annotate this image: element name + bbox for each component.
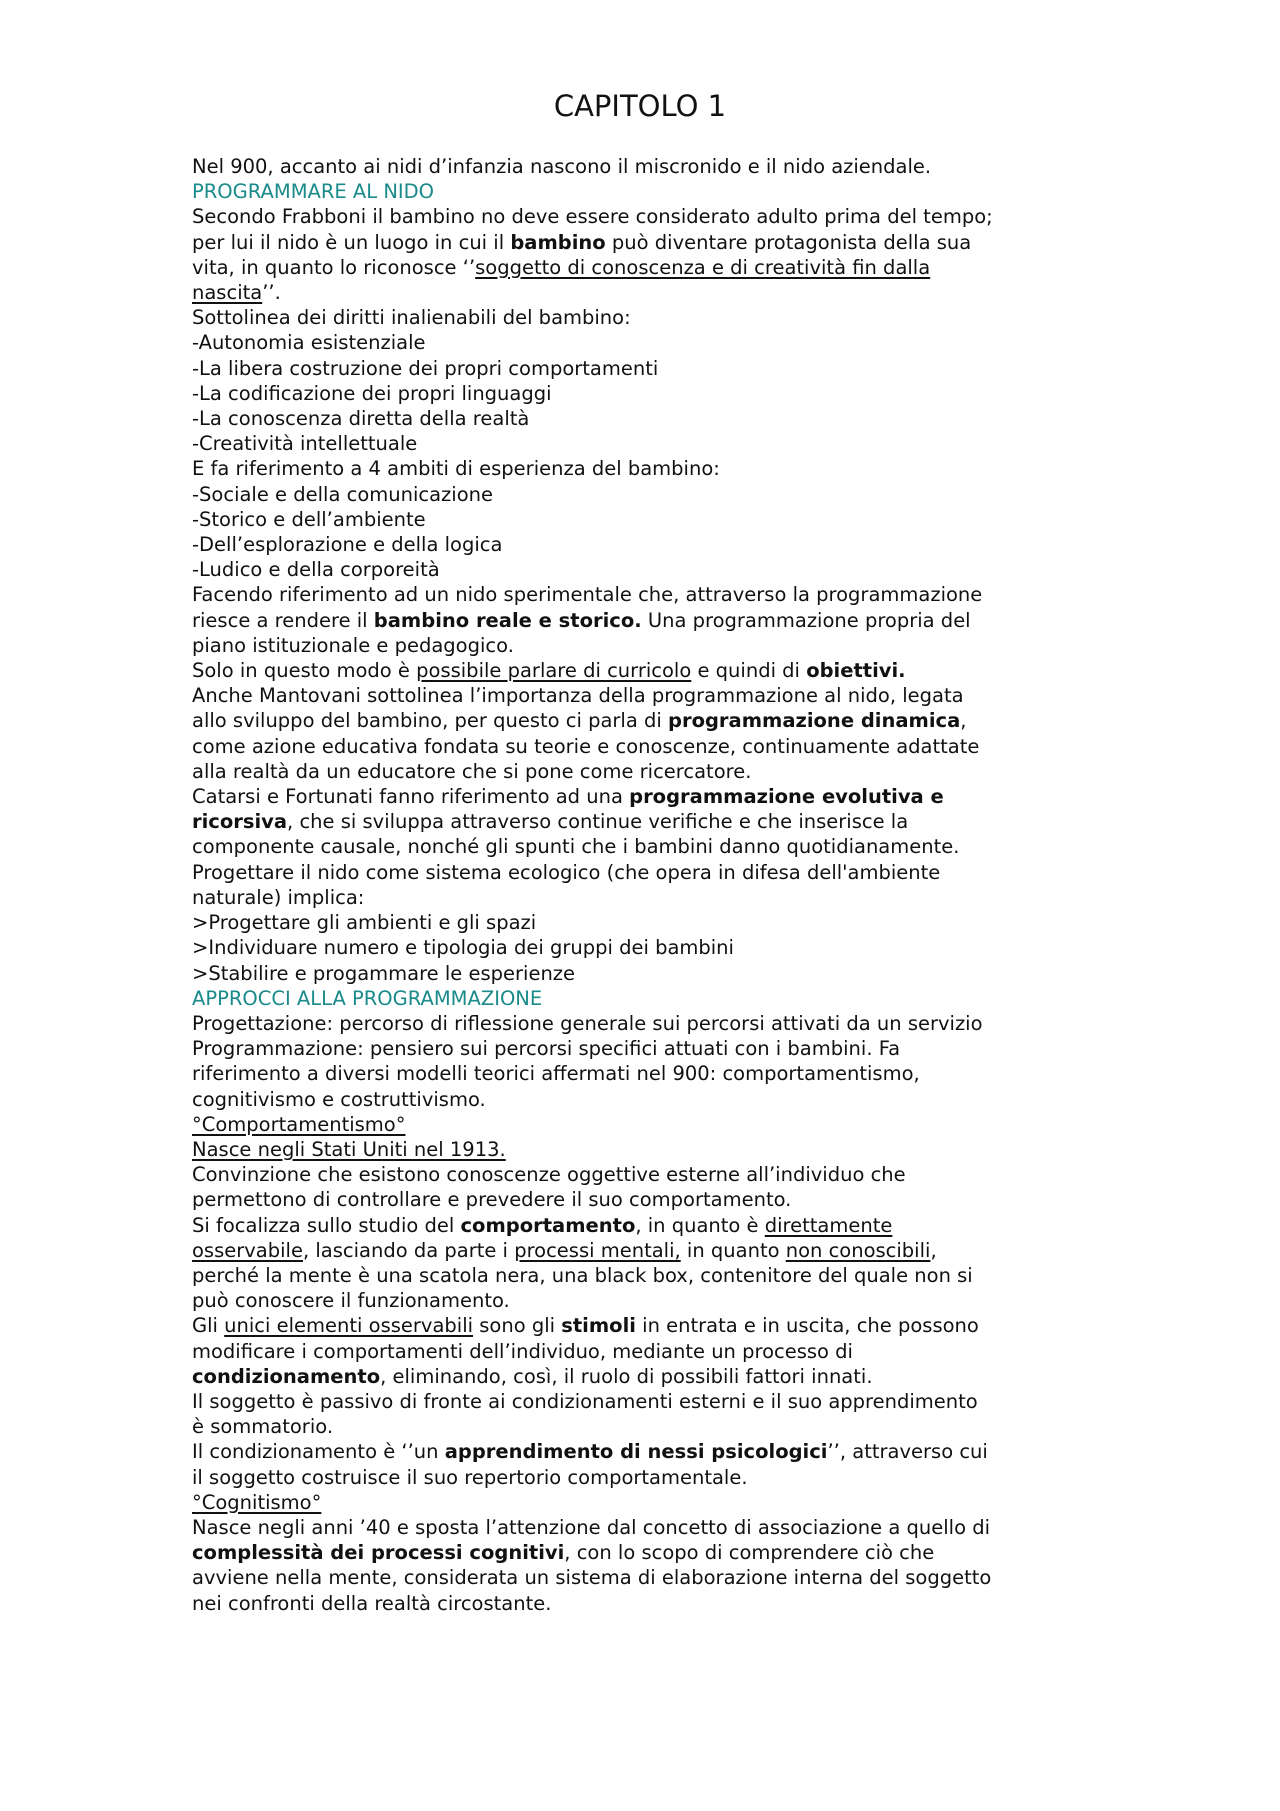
paragraph-line xyxy=(192,1162,1092,1187)
text-run: Il soggetto è passivo di fronte ai condizionamenti esterni e il suo apprendimento xyxy=(192,1389,978,1413)
text-run: , con lo scopo di comprendere ciò che xyxy=(564,1541,935,1565)
paragraph-line xyxy=(192,1439,1092,1464)
paragraph-line xyxy=(192,860,1092,885)
text-run: E fa riferimento a 4 ambiti di esperienza del bambino: xyxy=(192,457,720,481)
bold-text: apprendimento di nessi psicologici xyxy=(444,1440,828,1464)
bold-text: complessità dei processi cognitivi xyxy=(192,1541,565,1565)
paragraph-line xyxy=(192,759,1092,784)
underlined-text: processi mentali, xyxy=(514,1238,681,1262)
text-run: , eliminando, così, il ruolo di possibili fattori innati. xyxy=(380,1364,873,1388)
underlined-text: soggetto di conoscenza e di creatività fin dalla xyxy=(475,255,931,279)
text-run: componente causale, nonché gli spunti che i bambini danno quotidianamente. xyxy=(192,835,960,859)
paragraph-line xyxy=(192,734,1092,759)
list-item xyxy=(192,406,1092,431)
paragraph-line xyxy=(192,1061,1092,1086)
paragraph-line xyxy=(192,1591,1092,1616)
paragraph-line xyxy=(192,1414,1092,1439)
paragraph-line xyxy=(192,1238,1092,1263)
paragraph-line xyxy=(192,255,1092,280)
text-run: -Storico e dell’ambiente xyxy=(192,507,426,531)
bold-text: bambino xyxy=(510,230,606,254)
text-run: -Creatività intellettuale xyxy=(192,432,418,456)
text-run: nei confronti della realtà circostante. xyxy=(192,1591,552,1615)
paragraph-line xyxy=(192,834,1092,859)
text-run: vita, in quanto lo riconosce ‘’ xyxy=(192,255,476,279)
text-run: -Ludico e della corporeità xyxy=(192,558,440,582)
paragraph-line xyxy=(192,1187,1092,1212)
text-run: allo sviluppo del bambino, per questo ci parla di xyxy=(192,709,668,733)
text-run: , in quanto è xyxy=(635,1213,765,1237)
text-run: e quindi di xyxy=(691,659,807,683)
document-body xyxy=(192,154,1092,1616)
list-item xyxy=(192,431,1092,456)
text-run: -Dell’esplorazione e della logica xyxy=(192,533,503,557)
heading-text: PROGRAMMARE AL NIDO xyxy=(192,180,435,204)
text-run: Il condizionamento è ‘’un xyxy=(192,1440,445,1464)
text-run: ’’. xyxy=(262,281,281,305)
underlined-text: °Cognitismo° xyxy=(192,1490,322,1514)
text-run: in entrata e in uscita, che possono xyxy=(635,1314,979,1338)
underlined-text: possibile parlare di curricolo xyxy=(416,659,692,683)
text-run: Nasce negli anni ’40 e sposta l’attenzione dal concetto di associazione a quello di xyxy=(192,1515,990,1539)
paragraph-line xyxy=(192,1137,1092,1162)
paragraph-line xyxy=(192,1313,1092,1338)
bold-text: condizionamento xyxy=(192,1364,381,1388)
text-run: per lui il nido è un luogo in cui il xyxy=(192,230,511,254)
paragraph-line xyxy=(192,1011,1092,1036)
paragraph-line xyxy=(192,456,1092,481)
list-item xyxy=(192,532,1092,557)
text-run: piano istituzionale e pedagogico. xyxy=(192,633,514,657)
paragraph-line xyxy=(192,885,1092,910)
paragraph-line xyxy=(192,204,1092,229)
paragraph-line xyxy=(192,1465,1092,1490)
text-run: Convinzione che esistono conoscenze oggettive esterne all’individuo che xyxy=(192,1163,906,1187)
underlined-text: non conoscibili xyxy=(785,1238,931,1262)
paragraph-line xyxy=(192,708,1092,733)
text-run: può diventare protagonista della sua xyxy=(605,230,972,254)
text-run: cognitivismo e costruttivismo. xyxy=(192,1087,486,1111)
text-run: naturale) implica: xyxy=(192,885,365,909)
paragraph-line xyxy=(192,1087,1092,1112)
list-item xyxy=(192,935,1092,960)
text-run: >Individuare numero e tipologia dei gruppi dei bambini xyxy=(192,936,734,960)
paragraph-line xyxy=(192,1213,1092,1238)
text-run: Solo in questo modo è xyxy=(192,659,417,683)
text-run: Sottolinea dei diritti inalienabili del bambino: xyxy=(192,306,631,330)
section-heading xyxy=(192,179,1092,204)
paragraph-line xyxy=(192,1036,1092,1061)
paragraph-line xyxy=(192,784,1092,809)
list-item xyxy=(192,356,1092,381)
list-item xyxy=(192,482,1092,507)
paragraph-line xyxy=(192,154,1092,179)
underlined-text: Nasce negli Stati Uniti nel 1913. xyxy=(192,1137,506,1161)
bold-text: bambino reale e storico. xyxy=(373,608,642,632)
paragraph-line xyxy=(192,280,1092,305)
underlined-text: unici elementi osservabili xyxy=(224,1314,474,1338)
bold-text: stimoli xyxy=(561,1314,636,1338)
paragraph-line xyxy=(192,1288,1092,1313)
bold-text: comportamento xyxy=(460,1213,636,1237)
paragraph-line xyxy=(192,633,1092,658)
text-run: , lasciando da parte i xyxy=(302,1238,515,1262)
text-run: come azione educativa fondata su teorie e conoscenze, continuamente adattate xyxy=(192,734,980,758)
bold-text: programmazione evolutiva e xyxy=(629,785,944,809)
text-run: Facendo riferimento ad un nido sperimentale che, attraverso la programmazione xyxy=(192,583,983,607)
text-run: modificare i comportamenti dell’individuo, mediante un processo di xyxy=(192,1339,853,1363)
text-run: il soggetto costruisce il suo repertorio comportamentale. xyxy=(192,1465,748,1489)
list-item xyxy=(192,961,1092,986)
text-run: riferimento a diversi modelli teorici affermati nel 900: comportamentismo, xyxy=(192,1062,920,1086)
text-run: , xyxy=(960,709,967,733)
paragraph-line xyxy=(192,1364,1092,1389)
text-run: alla realtà da un educatore che si pone come ricercatore. xyxy=(192,759,752,783)
section-heading xyxy=(192,986,1092,1011)
text-run: -La codificazione dei propri linguaggi xyxy=(192,381,552,405)
text-run: Progettare il nido come sistema ecologico (che opera in difesa dell'ambiente xyxy=(192,860,941,884)
paragraph-line xyxy=(192,1389,1092,1414)
paragraph-line xyxy=(192,1339,1092,1364)
text-run: , xyxy=(930,1238,937,1262)
text-run: Catarsi e Fortunati fanno riferimento ad una xyxy=(192,785,630,809)
paragraph-line xyxy=(192,1565,1092,1590)
underlined-text: °Comportamentismo° xyxy=(192,1112,406,1136)
paragraph-line xyxy=(192,230,1092,255)
bold-text: ricorsiva xyxy=(192,810,288,834)
underlined-text: direttamente xyxy=(764,1213,893,1237)
paragraph-line xyxy=(192,1263,1092,1288)
text-run: Progettazione: percorso di riflessione generale sui percorsi attivati da un servizio xyxy=(192,1011,983,1035)
text-run: è sommatorio. xyxy=(192,1415,334,1439)
bold-text: programmazione dinamica xyxy=(668,709,961,733)
paragraph-line xyxy=(192,582,1092,607)
paragraph-line xyxy=(192,658,1092,683)
paragraph-line xyxy=(192,305,1092,330)
text-run: -La libera costruzione dei propri comportamenti xyxy=(192,356,659,380)
text-run: Anche Mantovani sottolinea l’importanza della programmazione al nido, legata xyxy=(192,684,964,708)
text-run: Secondo Frabboni il bambino no deve essere considerato adulto prima del tempo; xyxy=(192,205,993,229)
text-run: Programmazione: pensiero sui percorsi specifici attuati con i bambini. Fa xyxy=(192,1037,901,1061)
paragraph-line xyxy=(192,683,1092,708)
list-item xyxy=(192,557,1092,582)
text-run: Si focalizza sullo studio del xyxy=(192,1213,461,1237)
underlined-text: osservabile xyxy=(192,1238,303,1262)
bold-text: obiettivi. xyxy=(806,659,906,683)
subsection-heading xyxy=(192,1112,1092,1137)
text-run: -Autonomia esistenziale xyxy=(192,331,426,355)
paragraph-line xyxy=(192,809,1092,834)
text-run: sono gli xyxy=(473,1314,562,1338)
text-run: perché la mente è una scatola nera, una black box, contenitore del quale non si xyxy=(192,1263,973,1287)
text-run: permettono di controllare e prevedere il suo comportamento. xyxy=(192,1188,792,1212)
page-title: CAPITOLO 1 xyxy=(553,89,727,123)
list-item xyxy=(192,330,1092,355)
text-run: >Progettare gli ambienti e gli spazi xyxy=(192,911,537,935)
paragraph-line xyxy=(192,1515,1092,1540)
list-item xyxy=(192,507,1092,532)
heading-text: APPROCCI ALLA PROGRAMMAZIONE xyxy=(192,986,543,1010)
text-run: avviene nella mente, considerata un sistema di elaborazione interna del soggetto xyxy=(192,1566,992,1590)
text-run: , che si sviluppa attraverso continue verifiche e che inserisce la xyxy=(287,810,909,834)
text-run: ’’, attraverso cui xyxy=(827,1440,988,1464)
text-run: in quanto xyxy=(680,1238,786,1262)
text-run: >Stabilire e progammare le esperienze xyxy=(192,961,576,985)
text-run: può conoscere il funzionamento. xyxy=(192,1289,510,1313)
list-item xyxy=(192,910,1092,935)
text-run: Nel 900, accanto ai nidi d’infanzia nascono il miscronido e il nido aziendale. xyxy=(192,155,932,178)
subsection-heading xyxy=(192,1490,1092,1515)
list-item xyxy=(192,381,1092,406)
text-run: riesce a rendere il xyxy=(192,608,374,632)
text-run: Una programmazione propria del xyxy=(641,608,971,632)
text-run: -La conoscenza diretta della realtà xyxy=(192,407,530,431)
paragraph-line xyxy=(192,608,1092,633)
underlined-text: nascita xyxy=(192,281,263,305)
text-run: Gli xyxy=(192,1314,225,1338)
text-run: -Sociale e della comunicazione xyxy=(192,482,493,506)
paragraph-line xyxy=(192,1540,1092,1565)
